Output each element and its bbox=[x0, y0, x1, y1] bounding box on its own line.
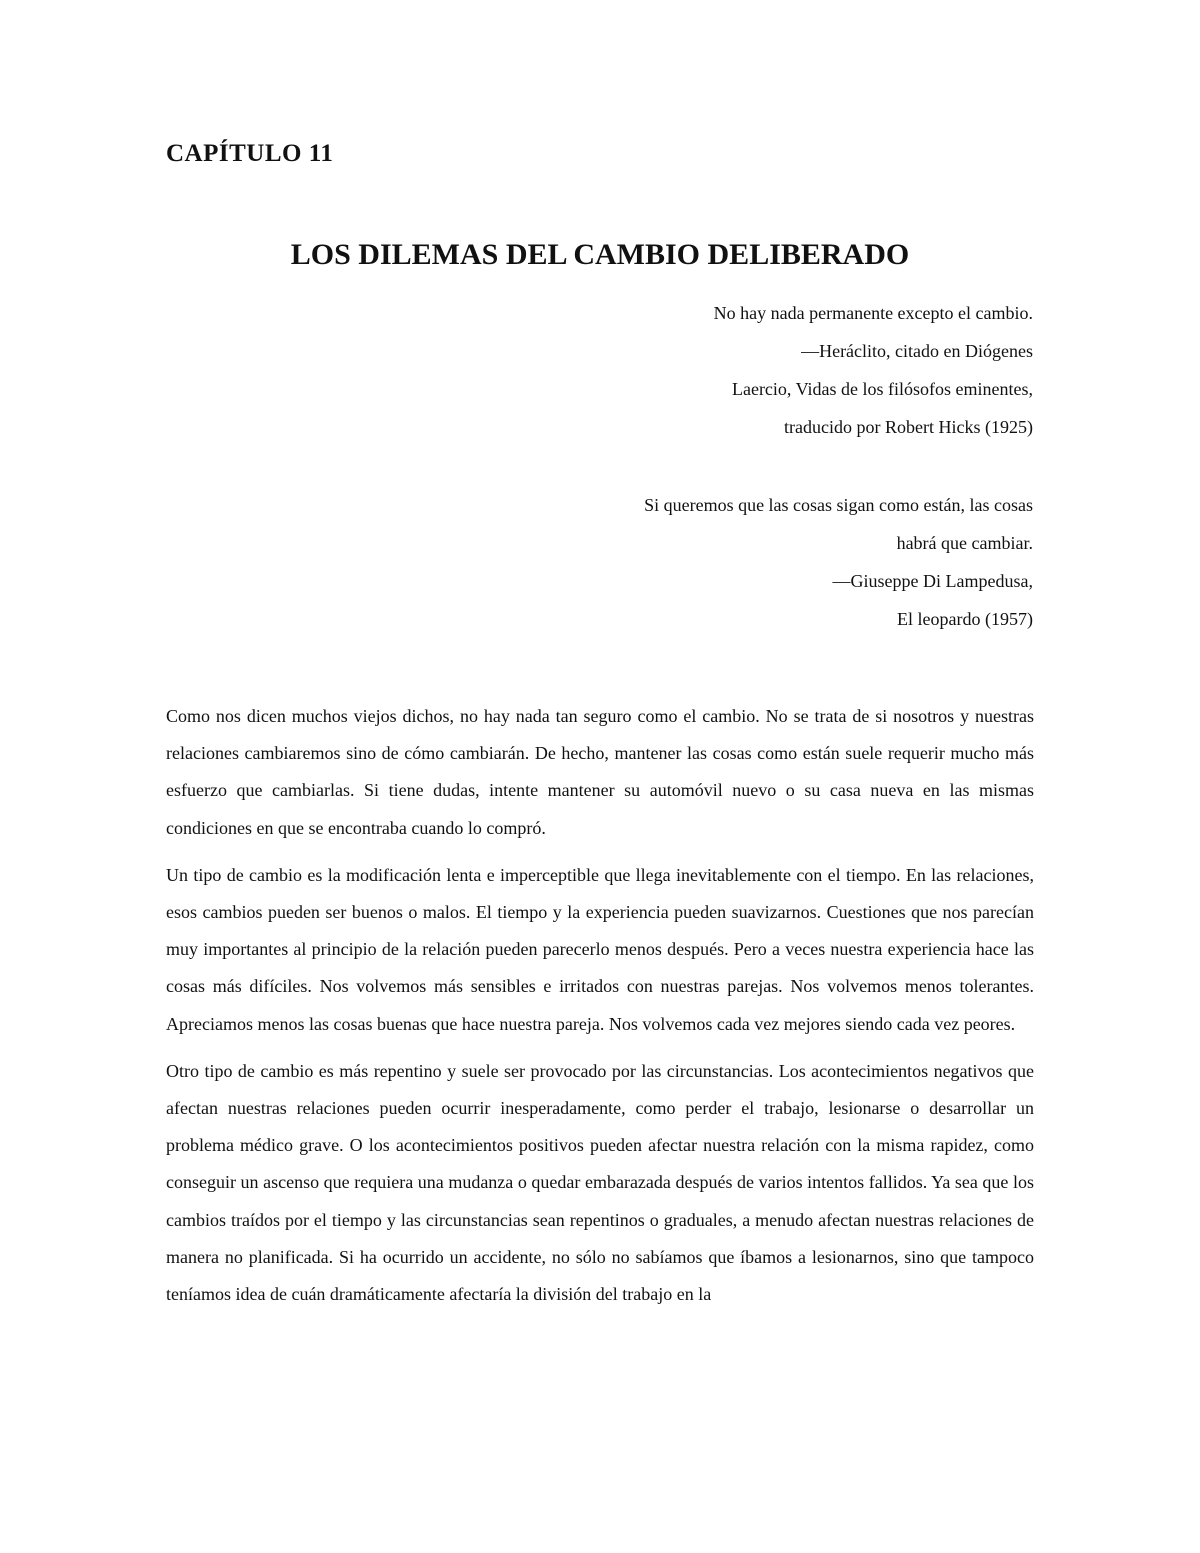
chapter-title: LOS DILEMAS DEL CAMBIO DELIBERADO bbox=[290, 238, 910, 271]
paragraph: Un tipo de cambio es la modificación lenta e imperceptible que llega inevitablemente con el tiempo. En las relaciones, esos cambios pueden ser buenos o malos. El tiempo y la experiencia pueden suavizarnos. Cuestiones que nos parecían muy importantes al principio de la relación pueden parecerlo menos después. Pero a veces nuestra experiencia hace las cosas más difíciles. Nos volvemos más sensibles e irritados con nuestras parejas. Nos volvemos menos tolerantes. Apreciamos menos las cosas buenas que hace nuestra pareja. Nos volvemos cada vez mejores siendo cada vez peores. bbox=[166, 864, 1034, 1034]
epigraph-lampedusa bbox=[333, 486, 1033, 638]
epigraph-quote-line: habrá que cambiar. bbox=[896, 533, 1033, 553]
body-text bbox=[166, 698, 1034, 1323]
epigraph-heraclitus bbox=[333, 294, 1033, 446]
paragraph: Otro tipo de cambio es más repentino y suele ser provocado por las circunstancias. Los acontecimientos negativos que afectan nuestras relaciones pueden ocurrir inesperadamente, como perder el trabajo, lesionarse o desarrollar un problema médico grave. O los acontecimientos positivos pueden afectar nuestra relación con la misma rapidez, como conseguir un ascenso que requiera una mudanza o quedar embarazada después de varios intentos fallidos. Ya sea que los cambios traídos por el tiempo y las circunstancias sean repentinos o graduales, a menudo afectan nuestras relaciones de manera no planificada. Si ha ocurrido un accidente, no sólo no sabíamos que íbamos a lesionarnos, sino que tampoco teníamos idea de cuán dramáticamente afectaría la división del trabajo en la bbox=[166, 1060, 1034, 1305]
epigraph-quote-line: No hay nada permanente excepto el cambio. bbox=[713, 303, 1033, 323]
epigraph-attribution-line: Laercio, Vidas de los filósofos eminentes, bbox=[731, 379, 1033, 399]
epigraph-attribution-line: —Giuseppe Di Lampedusa, bbox=[832, 571, 1033, 591]
epigraph-attribution-line: traducido por Robert Hicks (1925) bbox=[784, 417, 1033, 437]
epigraph-spacer bbox=[333, 446, 1033, 486]
chapter-label: CAPÍTULO 11 bbox=[166, 140, 334, 167]
epigraph-quote-line: Si queremos que las cosas sigan como están, las cosas bbox=[644, 495, 1033, 515]
epigraph-attribution-line: El leopardo (1957) bbox=[897, 609, 1033, 629]
epigraph-attribution-line: —Heráclito, citado en Diógenes bbox=[801, 341, 1033, 361]
paragraph: Como nos dicen muchos viejos dichos, no hay nada tan seguro como el cambio. No se trata de si nosotros y nuestras relaciones cambiaremos sino de cómo cambiarán. De hecho, mantener las cosas como están suele requerir mucho más esfuerzo que cambiarlas. Si tiene dudas, intente mantener su automóvil nuevo o su casa nueva en las mismas condiciones en que se encontraba cuando lo compró. bbox=[166, 706, 1034, 838]
epigraphs bbox=[333, 294, 1033, 638]
